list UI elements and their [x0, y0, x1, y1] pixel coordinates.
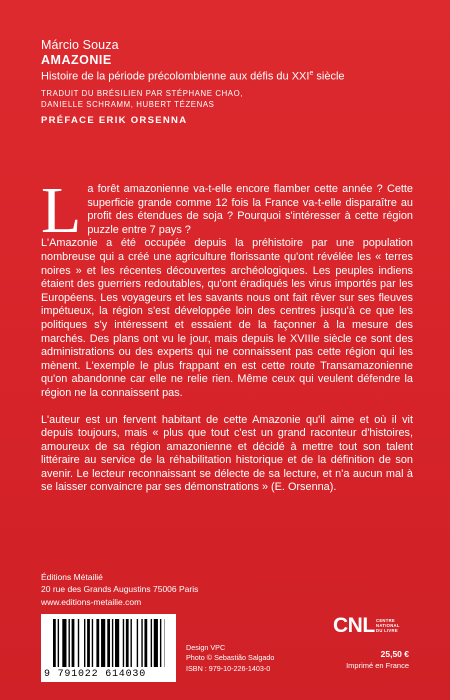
blurb-paragraph-2: L'Amazonie a été occupée depuis la préhistoire par une population nombreuse qui a créé une agriculture florissante qu'ont révélée les « terres noires » et les récentes découvertes archéologiques. Les peuples indiens étaient des guerriers redoutables, qu'ont éradiqués les virus importés par les Européens. Les voyageurs et les savants nous ont fait rêver sur ses fleuves impétueux, la région s'est développée loin des centres jusqu'à ce que les politiques s'y intéressent et essaient de la façonner à la mesure des marchés. Des plans ont vu le jour, mais depuis le XVIIIe siècle ce sont des administrations ou des experts qui ne connaissent pas cette région qui les mènent. L'exemple le plus frappant en est cette route Transamazonienne qu'on abandonne car elle ne relie rien. Même ceux qui veulent défendre la région ne la connaissent pas. — [41, 237, 413, 399]
cover-header — [41, 38, 421, 126]
credit-isbn: ISBN : 979-10-226-1403-0 — [186, 663, 271, 673]
cnl-logo: CNL — [333, 614, 375, 637]
barcode-bars — [53, 619, 165, 669]
price: 25,50 € — [380, 649, 409, 659]
credit-design: Design VPC — [186, 643, 226, 652]
author-name: Márcio Souza — [41, 38, 119, 52]
publisher-address: 20 rue des Grands Augustins 75006 Paris — [41, 584, 199, 595]
printed-in: Imprimé en France — [346, 661, 409, 670]
translators-line-2: DANIELLE SCHRAMM, HUBERT TÉZENAS — [41, 99, 215, 109]
barcode-digits: 9 791022 614030 — [44, 669, 147, 680]
book-subtitle: Histoire de la période précolombienne aux défis du XXIe siècle — [41, 70, 345, 83]
credit-photo: Photo © Sebastião Salgado — [186, 653, 275, 663]
cnl-logo-subtitle: CENTRE NATIONAL DU LIVRE — [376, 618, 400, 633]
publisher-info — [41, 571, 198, 608]
translators-line-1: TRADUIT DU BRÉSILIEN PAR STÉPHANE CHAO, — [41, 88, 244, 98]
blurb-paragraph-1: a forêt amazonienne va-t-elle encore flamber cette année ? Cette superficie grande comme 12 fois la France va-t-elle disparaître au profit des étendues de soja ? Pourquoi s'intéresser à cette région puzzle entre 7 pays ? — [87, 183, 413, 236]
barcode — [41, 614, 176, 682]
credits — [186, 643, 274, 674]
translators — [41, 88, 421, 110]
blurb — [41, 174, 413, 495]
publisher-name: Éditions Métailié — [41, 572, 103, 582]
book-title: AMAZONIE — [41, 53, 112, 67]
publisher-website: www.editions-metailie.com — [41, 596, 142, 607]
blurb-paragraph-3: L'auteur est un fervent habitant de cette Amazonie qu'il aime et où il vit depuis toujours, mais « plus que tout c'est un grand raconteur d'histoires, amoureux de sa région amazonienne et décidé à mettre tout son talent littéraire au service de la réhabilitation historique et de la définition de son avenir. Le lecteur reconnaissant se délecte de sa lecture, et n'a aucun mal à se laisser convaincre par ses démonstrations » (E. Orsenna). — [41, 413, 413, 494]
preface-credit: PRÉFACE ERIK ORSENNA — [41, 114, 188, 126]
drop-cap: L — [41, 174, 82, 247]
